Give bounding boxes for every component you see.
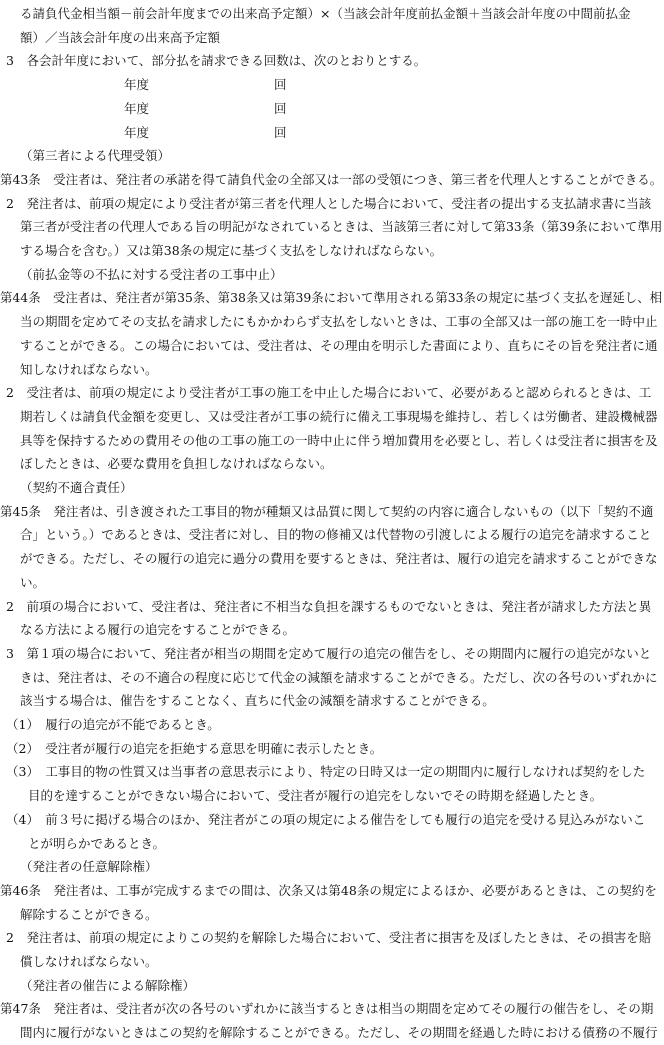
line-text: （発注者の任意解除権） xyxy=(20,859,158,875)
line-text: 解除することができる。 xyxy=(20,906,158,922)
text-line xyxy=(0,475,664,500)
line-text: （2） 受注者が履行の追完を拒絶する意思を明確に表示したとき。 xyxy=(6,740,383,756)
text-line xyxy=(0,973,664,998)
line-text: ができる。ただし、その履行の追完に過分の費用を要するときは、発注者は、履行の追完を請求することができな xyxy=(20,551,658,567)
text-line xyxy=(0,688,664,713)
line-text: 当の期間を定めてその支払を請求したにもかかわらず支払をしないときは、工事の全部又は一部の施工を一時中止 xyxy=(20,314,658,330)
line-text: 2 発注者は、前項の規定によりこの契約を解除した場合において、受注者に損害を及ぼしたときは、その損害を賠 xyxy=(6,930,652,946)
text-line xyxy=(0,499,664,524)
line-text: 2 発注者は、前項の規定により受注者が第三者を代理人とした場合において、受注者の提出する支払請求書に当該 xyxy=(6,195,652,211)
text-line xyxy=(0,570,664,595)
line-text: 3 第１項の場合において、発注者が相当の期間を定めて履行の追完の催告をし、その期間内に履行の追完がないと xyxy=(6,645,652,661)
text-line xyxy=(0,736,664,761)
fiscal-year-label: 年度 xyxy=(124,77,150,93)
line-text: い。 xyxy=(20,574,46,590)
text-line xyxy=(0,404,664,429)
line-text: きは、発注者は、その不適合の程度に応じて代金の減額を請求することができる。ただし、次の各号のいずれかに xyxy=(20,669,658,685)
line-text: （1） 履行の追完が不能であるとき。 xyxy=(6,717,220,732)
installment-count-row xyxy=(0,120,664,145)
count-unit-label: 回 xyxy=(274,100,287,116)
text-line xyxy=(0,617,664,642)
text-line xyxy=(0,285,664,310)
text-line xyxy=(0,996,664,1021)
text-line xyxy=(0,333,664,358)
text-line xyxy=(0,854,664,879)
line-text: 間内に履行がないときはこの契約を解除することができる。ただし、その期間を経過した時における債務の不履行 xyxy=(20,1025,658,1041)
text-line xyxy=(0,143,664,168)
line-text: （3） 工事目的物の性質又は当事者の意思表示により、特定の日時又は一定の期間内に履行しなければ契約をした xyxy=(6,764,646,780)
text-line xyxy=(0,1020,664,1045)
line-text: （第三者による代理受領） xyxy=(20,148,171,164)
text-line xyxy=(0,925,664,950)
line-text: 第44条 受注者は、発注者が第35条、第38条又は第39条において準用される第33条の規定に基づく支払を遅延し、相 xyxy=(0,290,663,306)
text-line xyxy=(0,167,664,192)
text-line xyxy=(0,546,664,571)
line-text: 2 前項の場合において、受注者は、発注者に不相当な負担を課するものでないときは、発注者が請求した方法と異 xyxy=(6,598,652,614)
text-line xyxy=(0,238,664,263)
line-text: 第三者が受注者の代理人である旨の明記がなされているときは、当該第三者に対して第33条（第39条において準用 xyxy=(20,219,663,235)
text-line xyxy=(0,759,664,784)
text-line xyxy=(0,522,664,547)
line-text: る請負代金相当額－前会計年度までの出来高予定額）×（当該会計年度前払金額＋当該会計年度の中間前払金 xyxy=(20,6,631,21)
text-line xyxy=(0,902,664,927)
text-line xyxy=(0,807,664,832)
line-text: 2 受注者は、前項の規定により受注者が工事の施工を中止した場合において、必要があると認められるときは、工 xyxy=(6,385,652,401)
line-text: 該当する場合は、催告をすることなく、直ちに代金の減額を請求することができる。 xyxy=(20,693,495,709)
line-text: 目的を達することができない場合において、受注者が履行の追完をしないでその時期を経過したとき。 xyxy=(28,788,603,804)
line-text: 期若しくは請負代金額を変更し、又は受注者が工事の続行に備え工事現場を維持し、若しくは労働者、建設機械器 xyxy=(20,408,658,424)
text-line xyxy=(0,783,664,808)
line-text: することができる。この場合においては、受注者は、その理由を明示した書面により、直ちにその旨を発注者に通 xyxy=(20,337,658,353)
text-line xyxy=(0,831,664,856)
line-text: 第43条 受注者は、発注者の承諾を得て請負代金の全部又は一部の受領につき、第三者を代理人とすることができる。 xyxy=(0,171,663,187)
text-line xyxy=(0,262,664,287)
text-line xyxy=(0,594,664,619)
text-line xyxy=(0,641,664,666)
line-text: 第45条 発注者は、引き渡された工事目的物が種類又は品質に関して契約の内容に適合しないもの（以下「契約不適 xyxy=(0,503,654,519)
fiscal-year-label: 年度 xyxy=(124,124,150,140)
text-line xyxy=(0,878,664,903)
line-text: 具等を保持するための費用その他の工事の施工の一時中止に伴う増加費用を必要とし、若しくは受注者に損害を及 xyxy=(20,432,658,448)
line-text: 3 各会計年度において、部分払を請求できる回数は、次のとおりとする。 xyxy=(6,53,427,69)
line-text: 第46条 発注者は、工事が完成するまでの間は、次条又は第48条の規定によるほか、必要があるときは、この契約を xyxy=(0,882,657,898)
text-line xyxy=(0,191,664,216)
line-text: する場合を含む。）又は第38条の規定に基づく支払をしなければならない。 xyxy=(20,243,443,258)
line-text: 償しなければならない。 xyxy=(20,954,158,969)
text-line xyxy=(0,712,664,737)
line-text: 合」という。）であるときは、受注者に対し、目的物の修補又は代替物の引渡しによる履行の追完を請求すること xyxy=(20,527,652,543)
text-line xyxy=(0,357,664,382)
text-line xyxy=(0,949,664,974)
line-text: （契約不適合責任） xyxy=(20,480,133,495)
text-line xyxy=(0,1,664,26)
line-text: （前払金等の不払に対する受注者の工事中止） xyxy=(20,266,283,282)
installment-count-row xyxy=(0,96,664,121)
text-line xyxy=(0,665,664,690)
line-text: とが明らかであるとき。 xyxy=(28,835,166,851)
line-text: なる方法による履行の追完をすることができる。 xyxy=(20,622,296,638)
line-text: 額）／当該会計年度の出来高予定額 xyxy=(20,29,221,45)
line-text: （発注者の催告による解除権） xyxy=(20,977,196,993)
installment-count-row xyxy=(0,72,664,97)
count-unit-label: 回 xyxy=(274,77,287,93)
count-unit-label: 回 xyxy=(274,124,287,140)
text-line xyxy=(0,451,664,476)
line-text: 第47条 発注者は、受注者が次の各号のいずれかに該当するときは相当の期間を定めてその履行の催告をし、その期 xyxy=(0,1001,654,1017)
text-line xyxy=(0,380,664,405)
text-line xyxy=(0,428,664,453)
text-line xyxy=(0,48,664,73)
line-text: ぼしたときは、必要な費用を負担しなければならない。 xyxy=(20,456,333,472)
line-text: （4） 前３号に掲げる場合のほか、発注者がこの項の規定による催告をしても履行の追完を受ける見込みがないこ xyxy=(6,811,646,827)
fiscal-year-label: 年度 xyxy=(124,100,150,116)
line-text: 知しなければならない。 xyxy=(20,361,158,377)
text-line xyxy=(0,309,664,334)
text-line xyxy=(0,25,664,50)
text-line xyxy=(0,214,664,239)
